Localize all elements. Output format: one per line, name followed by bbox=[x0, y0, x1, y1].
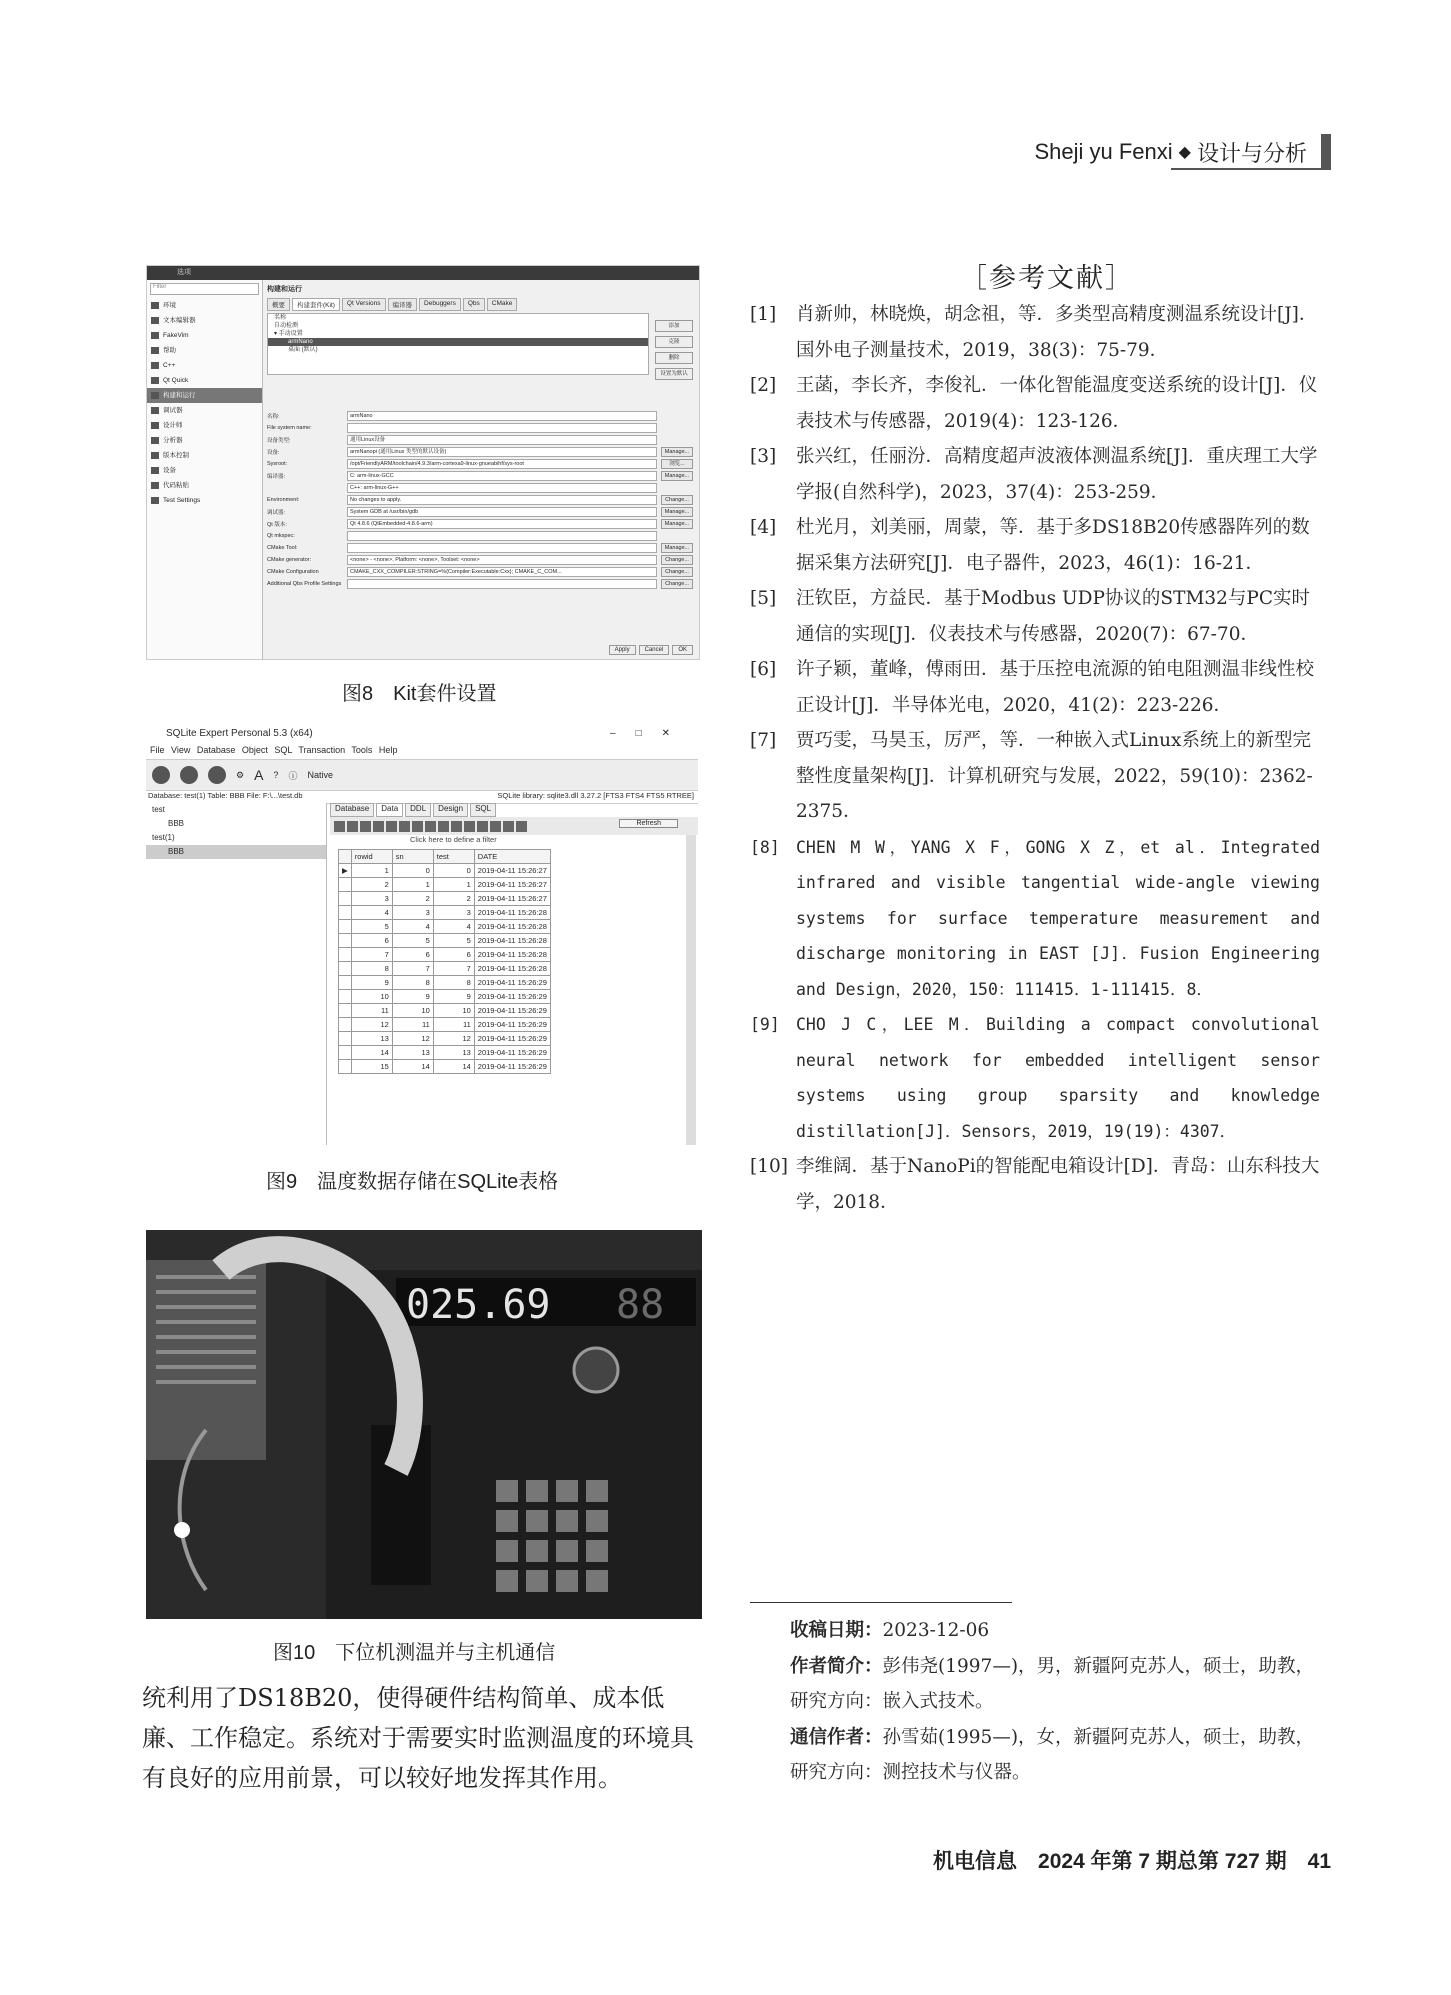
fig8-form-label: 调试器: bbox=[267, 510, 286, 516]
table-cell[interactable]: 2019-04-11 15:26:29 bbox=[474, 1060, 550, 1074]
table-cell[interactable]: 2 bbox=[351, 878, 392, 892]
table-cell[interactable]: 14 bbox=[392, 1060, 433, 1074]
fig8-form-value[interactable]: armNano bbox=[347, 411, 657, 421]
table-cell[interactable]: 9 bbox=[351, 976, 392, 990]
fig9-toolbar bbox=[146, 759, 698, 791]
footnotes bbox=[750, 1612, 1320, 1790]
fig8-form-button[interactable]: 浏览... bbox=[661, 459, 693, 469]
help-icon: ? bbox=[273, 770, 279, 780]
reference-text: 张兴红，任丽汾．高精度超声波液体测温系统[J]．重庆理工大学学报(自然科学)，2023，37(4)：253-259． bbox=[796, 446, 1318, 503]
table-cell[interactable]: 2019-04-11 15:26:27 bbox=[474, 864, 550, 878]
table-cell[interactable]: 2019-04-11 15:26:28 bbox=[474, 906, 550, 920]
fig8-tab[interactable]: CMake bbox=[487, 298, 518, 311]
fig8-form-label: CMake generator: bbox=[267, 557, 312, 563]
fig8-form-button[interactable]: Manage... bbox=[661, 507, 693, 517]
references-list bbox=[750, 297, 1320, 1220]
table-cell[interactable]: 12 bbox=[351, 1018, 392, 1032]
table-cell[interactable]: 8 bbox=[351, 962, 392, 976]
table-cell[interactable]: 2019-04-11 15:26:28 bbox=[474, 920, 550, 934]
table-cell[interactable]: 3 bbox=[392, 906, 433, 920]
table-cell[interactable]: 13 bbox=[351, 1032, 392, 1046]
table-cell[interactable]: 4 bbox=[433, 920, 474, 934]
fig8-sidebar-item[interactable]: 文本编辑器 bbox=[147, 313, 262, 328]
fig9-db-tree bbox=[146, 803, 327, 1145]
fig8-form-value[interactable] bbox=[347, 579, 657, 589]
footnote-rule bbox=[750, 1602, 1012, 1603]
fig8-tree-item[interactable]: ▾ 手动设置 bbox=[274, 331, 303, 337]
fig8-sidebar-item[interactable]: 设备 bbox=[147, 463, 262, 478]
reference-number: [10] bbox=[750, 1156, 788, 1177]
fig9-navbar bbox=[330, 817, 698, 835]
fig9-tab[interactable]: SQL bbox=[470, 803, 496, 817]
diamond-icon: ◆ bbox=[1178, 144, 1191, 161]
fig9-titlebar bbox=[146, 723, 698, 745]
fig8-side-button[interactable]: 设置为默认 bbox=[655, 368, 693, 380]
font-size-icon: A bbox=[254, 767, 264, 783]
table-cell[interactable]: 1 bbox=[351, 864, 392, 878]
table-cell[interactable]: 11 bbox=[433, 1018, 474, 1032]
reference-number: [2] bbox=[750, 375, 777, 396]
fig8-form-value[interactable]: CMAKE_CXX_COMPILER:STRING=%{Compiler:Executable:Cxx}; CMAKE_C_COM... bbox=[347, 567, 657, 577]
author-bio: 彭伟尧(1997—)，男，新疆阿克苏人，硕士，助教，研究方向：嵌入式技术。 bbox=[790, 1656, 1315, 1712]
row-indicator bbox=[339, 1018, 352, 1032]
fig8-kit-form bbox=[267, 410, 693, 590]
fig8-form-row bbox=[267, 530, 693, 542]
table-row[interactable] bbox=[339, 1046, 551, 1060]
fig8-tab[interactable]: 概要 bbox=[267, 298, 290, 311]
fig8-tree-item[interactable]: 自动检测 bbox=[274, 323, 299, 329]
fig8-section-title: 构建和运行 bbox=[267, 286, 302, 293]
table-cell[interactable]: 9 bbox=[392, 990, 433, 1004]
table-cell[interactable]: 14 bbox=[433, 1060, 474, 1074]
fig8-form-row bbox=[267, 434, 693, 446]
fig9-tabs bbox=[330, 803, 698, 817]
fig8-form-row bbox=[267, 494, 693, 506]
table-cell[interactable]: 10 bbox=[351, 990, 392, 1004]
table-cell[interactable]: 11 bbox=[351, 1004, 392, 1018]
table-row[interactable] bbox=[339, 934, 551, 948]
fig8-sidebar-item[interactable]: 环境 bbox=[147, 298, 262, 313]
reference-text: 王菡，李长齐，李俊礼．一体化智能温度变送系统的设计[J]．仪表技术与传感器，2019(4)：123-126． bbox=[796, 375, 1318, 432]
fig8-sidebar-item[interactable]: Qt Quick bbox=[147, 373, 262, 388]
table-cell[interactable]: 8 bbox=[433, 976, 474, 990]
fig8-main-panel bbox=[265, 280, 699, 659]
reference-number: [6] bbox=[750, 659, 777, 680]
fig9-tree-item[interactable]: BBB bbox=[168, 819, 185, 828]
row-indicator bbox=[339, 920, 352, 934]
reference-text: 许子颖，董峰，傅雨田．基于压控电流源的铂电阻测温非线性校正设计[J]．半导体光电，2020，41(2)：223-226． bbox=[796, 659, 1315, 716]
table-cell[interactable]: 6 bbox=[433, 948, 474, 962]
table-cell[interactable]: 14 bbox=[351, 1046, 392, 1060]
fig8-form-value[interactable]: C++: arm-linux-G++ bbox=[347, 483, 657, 493]
fig8-form-row bbox=[267, 578, 693, 590]
gear-icon: ⚙ bbox=[236, 769, 245, 780]
run-icon bbox=[152, 766, 170, 784]
board-photo bbox=[146, 1230, 702, 1619]
fig8-tree-item[interactable]: armNano bbox=[268, 338, 648, 346]
fig8-ok-button[interactable]: OK bbox=[672, 645, 693, 655]
row-indicator bbox=[339, 1046, 352, 1060]
table-cell[interactable]: 7 bbox=[433, 962, 474, 976]
fig8-form-button[interactable]: Manage... bbox=[661, 519, 693, 529]
table-cell[interactable]: 12 bbox=[433, 1032, 474, 1046]
column-header[interactable]: sn bbox=[392, 850, 433, 864]
fig8-apply-button[interactable]: Apply bbox=[609, 645, 636, 655]
fig8-form-button[interactable]: Manage... bbox=[661, 471, 693, 481]
fig8-form-button[interactable]: Manage... bbox=[661, 447, 693, 457]
fig8-cancel-button[interactable]: Cancel bbox=[639, 645, 670, 655]
body-paragraph: 统利用了DS18B20，使得硬件结构简单、成本低廉、工作稳定。系统对于需要实时监测温度的环境具有良好的应用前景，可以较好地发挥其作用。 bbox=[142, 1684, 694, 1792]
fig9-native-label: Native bbox=[307, 770, 333, 780]
header-title: 设计与分析 bbox=[1196, 140, 1307, 166]
reference-text: 李维阔．基于NanoPi的智能配电箱设计[D]．青岛：山东科技大学，2018． bbox=[796, 1156, 1320, 1213]
row-indicator bbox=[339, 948, 352, 962]
column-header[interactable]: DATE bbox=[474, 850, 550, 864]
fig8-sidebar-item[interactable]: FakeVim bbox=[147, 328, 262, 343]
fig8-form-label: File system name: bbox=[267, 425, 312, 431]
fig8-side-button[interactable]: 删除 bbox=[655, 352, 693, 364]
fig9-tree-item[interactable]: test bbox=[152, 805, 165, 814]
fig8-sidebar-item[interactable]: 调试器 bbox=[147, 403, 262, 418]
table-row[interactable] bbox=[339, 1004, 551, 1018]
fig9-caption: 图9 温度数据存储在SQLite表格 bbox=[266, 1171, 559, 1193]
table-cell[interactable]: 7 bbox=[392, 962, 433, 976]
table-cell[interactable]: 10 bbox=[392, 1004, 433, 1018]
reference-item bbox=[750, 652, 1320, 723]
table-row[interactable] bbox=[339, 864, 551, 878]
unlit-digits: 88 bbox=[616, 1282, 665, 1328]
reference-number: [9] bbox=[750, 1015, 780, 1034]
row-indicator bbox=[339, 906, 352, 920]
fig8-tab[interactable]: 构建套件(Kit) bbox=[292, 298, 340, 311]
fig8-form-row bbox=[267, 410, 693, 422]
table-cell[interactable]: 6 bbox=[392, 948, 433, 962]
row-indicator: ▶ bbox=[339, 864, 352, 878]
fig8-form-value[interactable] bbox=[347, 531, 657, 541]
reference-text: 汪钦臣，方益民．基于Modbus UDP协议的STM32与PC实时通信的实现[J]．仪表技术与传感器，2020(7)：67-70． bbox=[796, 588, 1311, 645]
fig8-form-row bbox=[267, 542, 693, 554]
row-indicator bbox=[339, 976, 352, 990]
table-cell[interactable]: 8 bbox=[392, 976, 433, 990]
fig8-form-value[interactable]: 通用Linux设备 bbox=[347, 435, 657, 445]
corr-label: 通信作者： bbox=[790, 1726, 883, 1747]
table-cell[interactable]: 11 bbox=[392, 1018, 433, 1032]
fig8-form-row bbox=[267, 518, 693, 530]
table-row[interactable] bbox=[339, 878, 551, 892]
fig8-form-label: 编译器: bbox=[267, 474, 286, 480]
reference-text: 杜光月，刘美丽，周蒙，等．基于多DS18B20传感器阵列的数据采集方法研究[J]．电子器件，2023，46(1)：16-21． bbox=[796, 517, 1310, 574]
row-indicator bbox=[339, 934, 352, 948]
fig8-form-button[interactable]: Change... bbox=[661, 567, 693, 577]
reference-text: 肖新帅，林晓焕，胡念祖，等．多类型高精度测温系统设计[J]．国外电子测量技术，2019，38(3)：75-79． bbox=[796, 304, 1318, 361]
row-indicator bbox=[339, 892, 352, 906]
reference-number: [4] bbox=[750, 517, 777, 538]
fig9-tab[interactable]: Database bbox=[330, 803, 374, 817]
fig9-path-left: Database: test(1) Table: BBB File: F:\...\test.db bbox=[148, 791, 303, 800]
fig8-sidebar-item[interactable]: 设计师 bbox=[147, 418, 262, 433]
table-cell[interactable]: 2 bbox=[392, 892, 433, 906]
table-cell[interactable]: 5 bbox=[433, 934, 474, 948]
row-indicator bbox=[339, 1032, 352, 1046]
fig8-titlebar: 选项 bbox=[147, 266, 699, 280]
table-cell[interactable]: 13 bbox=[392, 1046, 433, 1060]
author-label: 作者简介： bbox=[790, 1655, 883, 1676]
row-indicator bbox=[339, 850, 352, 864]
fig8-sidebar-item[interactable]: C++ bbox=[147, 358, 262, 373]
fig8-tab[interactable]: Debuggers bbox=[419, 298, 461, 311]
fig8-sidebar bbox=[147, 280, 263, 659]
fig8-form-label: 设备类型: bbox=[267, 438, 291, 444]
fig8-sidebar-item[interactable]: 构建和运行 bbox=[147, 388, 262, 403]
row-indicator bbox=[339, 878, 352, 892]
table-cell[interactable]: 0 bbox=[392, 864, 433, 878]
table-cell[interactable]: 2019-04-11 15:26:29 bbox=[474, 1004, 550, 1018]
table-cell[interactable]: 4 bbox=[392, 920, 433, 934]
table-cell[interactable]: 12 bbox=[392, 1032, 433, 1046]
fig8-form-button[interactable]: Change... bbox=[661, 555, 693, 565]
table-cell[interactable]: 5 bbox=[351, 920, 392, 934]
fig8-sidebar-item[interactable]: 分析器 bbox=[147, 433, 262, 448]
fig8-form-label: Qt mkspec: bbox=[267, 533, 295, 539]
references-title: ［参考文献］ bbox=[960, 263, 1134, 294]
fig8-tab[interactable]: Qt Versions bbox=[342, 298, 386, 311]
fig8-form-value[interactable]: No changes to apply. bbox=[347, 495, 657, 505]
table-cell[interactable]: 9 bbox=[433, 990, 474, 1004]
reference-item bbox=[750, 1149, 1320, 1220]
fig8-sidebar-item[interactable]: Test Settings bbox=[147, 493, 262, 508]
fig8-form-value[interactable] bbox=[347, 543, 657, 553]
figure-8-qt-options bbox=[146, 265, 700, 660]
table-cell[interactable]: 2019-04-11 15:26:27 bbox=[474, 878, 550, 892]
received-date: 2023-12-06 bbox=[882, 1620, 990, 1641]
page-footer: 机电信息 2024 年第 7 期总第 727 期 41 bbox=[933, 1850, 1331, 1873]
table-cell[interactable]: 2019-04-11 15:26:29 bbox=[474, 976, 550, 990]
fig9-data-table bbox=[338, 849, 551, 1074]
fig9-tree-item[interactable]: BBB bbox=[146, 845, 326, 859]
table-cell[interactable]: 3 bbox=[433, 906, 474, 920]
fig8-sidebar-item[interactable]: 帮助 bbox=[147, 343, 262, 358]
table-cell[interactable]: 6 bbox=[351, 934, 392, 948]
row-indicator bbox=[339, 1060, 352, 1074]
fig8-form-label: CMake Tool: bbox=[267, 545, 298, 551]
fig8-form-label: 设备: bbox=[267, 450, 280, 456]
table-cell[interactable]: 2019-04-11 15:26:29 bbox=[474, 1046, 550, 1060]
table-cell[interactable]: 2 bbox=[433, 892, 474, 906]
fig8-form-value[interactable]: Qt 4.8.6 (QtEmbedded-4.8.6-arm) bbox=[347, 519, 657, 529]
fig8-form-value[interactable]: <none> - <none>, Platform: <none>, Toolset: <none> bbox=[347, 555, 657, 565]
table-row[interactable] bbox=[339, 892, 551, 906]
table-cell[interactable]: 10 bbox=[433, 1004, 474, 1018]
fig8-tab[interactable]: 编译器 bbox=[388, 298, 418, 311]
table-cell[interactable]: 2019-04-11 15:26:27 bbox=[474, 892, 550, 906]
table-cell[interactable]: 4 bbox=[351, 906, 392, 920]
table-row[interactable] bbox=[339, 920, 551, 934]
running-header bbox=[1034, 134, 1331, 170]
fig8-form-row bbox=[267, 446, 693, 458]
fig8-sidebar-item[interactable]: 版本控制 bbox=[147, 448, 262, 463]
fig8-form-button[interactable]: Change... bbox=[661, 579, 693, 589]
table-row[interactable] bbox=[339, 976, 551, 990]
row-indicator bbox=[339, 962, 352, 976]
fig8-form-button[interactable]: Change... bbox=[661, 495, 693, 505]
fig8-form-label: Environment: bbox=[267, 497, 300, 503]
fig8-form-label: Qt 版本: bbox=[267, 522, 287, 528]
fig8-kit-tree bbox=[267, 313, 649, 375]
fig9-tab[interactable]: Design bbox=[433, 803, 468, 817]
reference-number: [1] bbox=[750, 304, 777, 325]
table-cell[interactable]: 7 bbox=[351, 948, 392, 962]
reference-item bbox=[750, 830, 1320, 1008]
seven-segment-display: 025.69 bbox=[406, 1282, 551, 1328]
table-cell[interactable]: 2019-04-11 15:26:28 bbox=[474, 948, 550, 962]
table-cell[interactable]: 1 bbox=[433, 878, 474, 892]
reference-item bbox=[750, 510, 1320, 581]
table-row[interactable] bbox=[339, 906, 551, 920]
reference-number: [3] bbox=[750, 446, 777, 467]
info-icon: ⓘ bbox=[288, 770, 298, 781]
table-cell[interactable]: 2019-04-11 15:26:29 bbox=[474, 990, 550, 1004]
fig8-tree-item[interactable]: 名称 bbox=[274, 315, 287, 321]
fig8-filter-input[interactable]: Filter bbox=[150, 283, 259, 295]
table-cell[interactable]: 5 bbox=[392, 934, 433, 948]
fig8-tab[interactable]: Qbs bbox=[463, 298, 485, 311]
fig8-form-button[interactable]: Manage... bbox=[661, 543, 693, 553]
fig8-caption: 图8 Kit套件设置 bbox=[342, 683, 497, 705]
fig9-filter[interactable]: Click here to define a filter bbox=[410, 835, 497, 844]
reference-text: 贾巧雯，马昊玉，厉严，等．一种嵌入式Linux系统上的新型完整性度量架构[J]．计算机研究与发展，2022，59(10)：2362-2375． bbox=[796, 730, 1313, 822]
fig8-form-label: Sysroot: bbox=[267, 461, 288, 467]
table-cell[interactable]: 0 bbox=[433, 864, 474, 878]
fig8-form-value[interactable]: C: arm-linux-GCC bbox=[347, 471, 657, 481]
fig9-window-title: SQLite Expert Personal 5.3 (x64) bbox=[166, 728, 313, 739]
reference-number: [7] bbox=[750, 730, 777, 751]
figure-9-sqlite bbox=[146, 723, 698, 1145]
reference-item bbox=[750, 581, 1320, 652]
figure-10-board-photo bbox=[146, 1230, 702, 1619]
fig9-path-right: SQLite library: sqlite3.dll 3.27.2 [FTS3 FTS4 FTS5 RTREE] bbox=[497, 791, 694, 800]
table-row[interactable] bbox=[339, 1060, 551, 1074]
column-header[interactable]: rowid bbox=[351, 850, 392, 864]
fig8-form-label: 名称: bbox=[267, 414, 280, 420]
fig9-scrollbar[interactable] bbox=[686, 835, 696, 1145]
fig8-form-row bbox=[267, 554, 693, 566]
fig8-form-row bbox=[267, 566, 693, 578]
fig8-form-row bbox=[267, 458, 693, 470]
fig8-form-value[interactable] bbox=[347, 423, 657, 433]
fig8-form-row bbox=[267, 482, 693, 494]
table-cell[interactable]: 15 bbox=[351, 1060, 392, 1074]
refresh-button[interactable]: Refresh bbox=[619, 819, 678, 828]
fig8-form-value[interactable]: armNanopi (通用Linux 类型的默认设备) bbox=[347, 447, 657, 457]
reference-item bbox=[750, 439, 1320, 510]
column-header[interactable]: test bbox=[433, 850, 474, 864]
fig8-form-label: CMake Configuration bbox=[267, 569, 319, 575]
fig9-tab[interactable]: DDL bbox=[405, 803, 431, 817]
table-cell[interactable]: 2019-04-11 15:26:28 bbox=[474, 962, 550, 976]
received-label: 收稿日期： bbox=[790, 1619, 883, 1640]
table-cell[interactable]: 2019-04-11 15:26:28 bbox=[474, 934, 550, 948]
fig8-side-button[interactable]: 添加 bbox=[655, 320, 693, 332]
row-indicator bbox=[339, 990, 352, 1004]
reference-text: CHEN M W，YANG X F，GONG X Z，et al．Integrated infrared and visible tangential wide-angle viewing systems for surface temperature measurement and discharge monitoring in EAST [J]．Fusion Engineering and Design，2020，150：111415．1-111415．8． bbox=[796, 837, 1320, 999]
reference-number: [8] bbox=[750, 837, 780, 857]
header-pinyin: Sheji yu Fenxi bbox=[1034, 139, 1173, 164]
fig9-menubar: File View Database Object SQL Transaction Tools Help bbox=[150, 745, 398, 755]
table-row[interactable] bbox=[339, 1032, 551, 1046]
fig8-side-button[interactable]: 克隆 bbox=[655, 336, 693, 348]
fig8-tree-item[interactable]: 桌面 (默认) bbox=[288, 347, 318, 353]
reference-item bbox=[750, 297, 1320, 368]
table-cell[interactable]: 1 bbox=[392, 878, 433, 892]
reference-item bbox=[750, 723, 1320, 830]
stop-icon bbox=[180, 766, 198, 784]
reference-number: [5] bbox=[750, 588, 777, 609]
table-cell[interactable]: 2019-04-11 15:26:29 bbox=[474, 1032, 550, 1046]
reference-item bbox=[750, 1007, 1320, 1149]
fig9-tab[interactable]: Data bbox=[376, 803, 403, 817]
reference-text: CHO J C，LEE M．Building a compact convolutional neural network for embedded intelligent sensor systems using group sparsity and knowledge distillation[J]．Sensors，2019，19(19)：4307． bbox=[796, 1015, 1320, 1141]
refresh-icon bbox=[208, 766, 226, 784]
row-indicator bbox=[339, 1004, 352, 1018]
fig10-caption: 图10 下位机测温并与主机通信 bbox=[273, 1642, 556, 1664]
fig8-form-row bbox=[267, 422, 693, 434]
fig8-form-value[interactable]: /opt/FriendlyARM/toolchain/4.9.3/arm-cortexa9-linux-gnueabihf/sys-root bbox=[347, 459, 657, 469]
table-row[interactable] bbox=[339, 990, 551, 1004]
table-cell[interactable]: 3 bbox=[351, 892, 392, 906]
fig8-sidebar-item[interactable]: 代码粘贴 bbox=[147, 478, 262, 493]
fig8-form-label: Additional Qbs Profile Settings bbox=[267, 581, 342, 587]
fig8-dialog-buttons bbox=[609, 645, 693, 655]
fig8-form-row bbox=[267, 506, 693, 518]
corr-bio: 孙雪茹(1995—)，女，新疆阿克苏人，硕士，助教，研究方向：测控技术与仪器。 bbox=[790, 1727, 1315, 1783]
reference-item bbox=[750, 368, 1320, 439]
table-cell[interactable]: 2019-04-11 15:26:29 bbox=[474, 1018, 550, 1032]
fig8-form-value[interactable]: System GDB at /usr/bin/gdb bbox=[347, 507, 657, 517]
fig9-tree-item[interactable]: test(1) bbox=[152, 833, 175, 842]
fig9-data-panel bbox=[330, 803, 698, 1145]
fig8-form-row bbox=[267, 470, 693, 482]
header-underline bbox=[1171, 168, 1331, 170]
table-row[interactable] bbox=[339, 1018, 551, 1032]
table-row[interactable] bbox=[339, 948, 551, 962]
table-row[interactable] bbox=[339, 962, 551, 976]
table-cell[interactable]: 13 bbox=[433, 1046, 474, 1060]
header-bar bbox=[1321, 134, 1331, 170]
window-controls-icon: –□✕ bbox=[610, 728, 690, 739]
fig8-tabs bbox=[265, 298, 699, 311]
